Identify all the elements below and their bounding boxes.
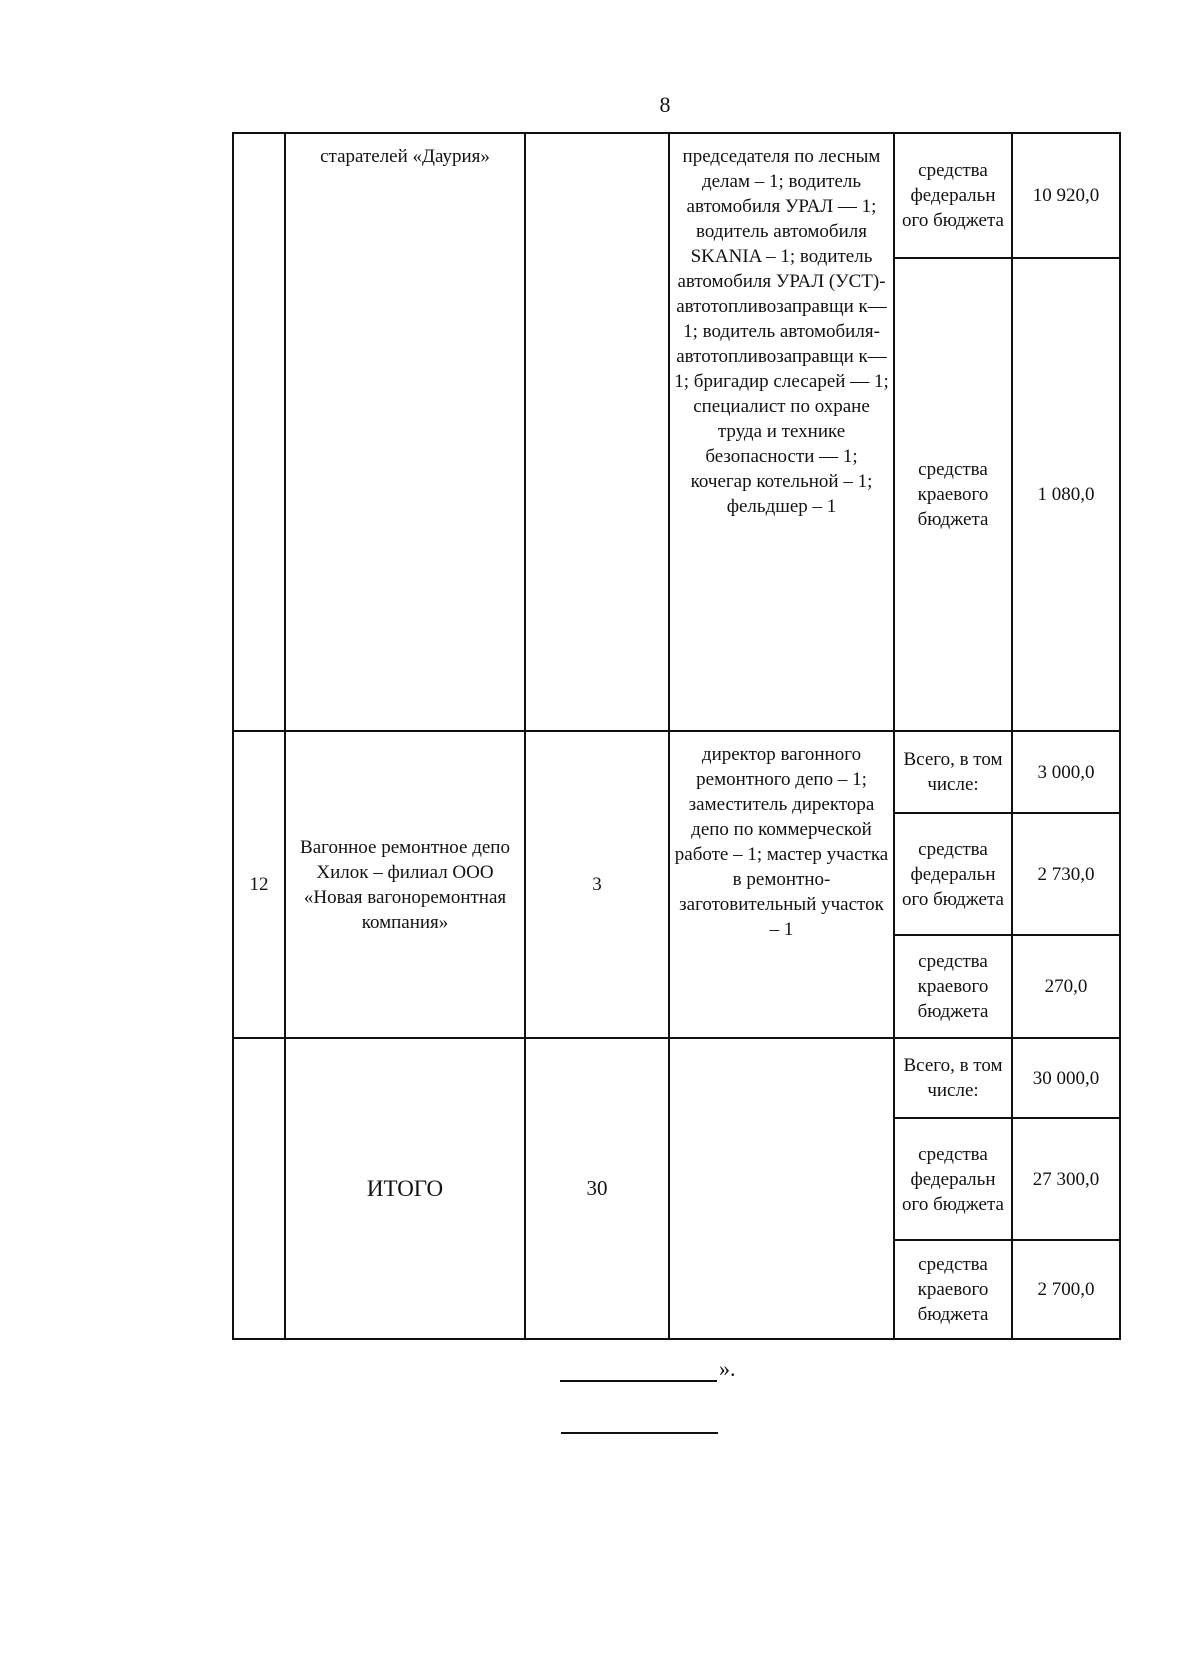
funding-source-cell: средства краевого бюджета: [894, 258, 1012, 731]
funding-amount-cell: 1 080,0: [1012, 258, 1120, 731]
funding-source-cell: средства краевого бюджета: [894, 935, 1012, 1038]
positions-cell: директор вагонного ремонтного депо – 1; заместитель директора депо по коммерческой работе – 1; мастер участка в ремонтно-заготовительный участок – 1: [669, 731, 894, 1038]
signature-line: [560, 1360, 717, 1382]
funding-source-cell: средства федеральн ого бюджета: [894, 133, 1012, 258]
table-row: [233, 731, 1120, 813]
count-cell: [525, 133, 669, 731]
funding-amount-cell: 2 730,0: [1012, 813, 1120, 935]
funding-source-cell: средства федеральн ого бюджета: [894, 813, 1012, 935]
table-row: [233, 133, 1120, 258]
funding-source-cell: средства краевого бюджета: [894, 1240, 1012, 1339]
organization-cell: старателей «Даурия»: [285, 133, 525, 731]
funding-amount-cell: 2 700,0: [1012, 1240, 1120, 1339]
funding-amount-cell: 10 920,0: [1012, 133, 1120, 258]
total-count-cell: 30: [525, 1038, 669, 1339]
organization-cell: Вагонное ремонтное депо Хилок – филиал ООО «Новая вагоноремонтная компания»: [285, 731, 525, 1038]
funding-amount-cell: 30 000,0: [1012, 1038, 1120, 1118]
funding-source-cell: средства федеральн ого бюджета: [894, 1118, 1012, 1240]
page-number: 8: [659, 92, 671, 117]
row-number-cell: [233, 1038, 285, 1339]
positions-cell: [669, 1038, 894, 1339]
count-cell: 3: [525, 731, 669, 1038]
row-number-cell: 12: [233, 731, 285, 1038]
row-number-cell: [233, 133, 285, 731]
closing-divider: [561, 1432, 718, 1434]
funding-source-cell: Всего, в том числе:: [894, 1038, 1012, 1118]
table-row: [233, 1038, 1120, 1118]
closing-mark-text: ».: [719, 1356, 736, 1381]
funding-amount-cell: 27 300,0: [1012, 1118, 1120, 1240]
closing-quote-mark: [560, 1356, 736, 1382]
funding-amount-cell: 270,0: [1012, 935, 1120, 1038]
funding-amount-cell: 3 000,0: [1012, 731, 1120, 813]
funding-source-cell: Всего, в том числе:: [894, 731, 1012, 813]
allocation-table: [232, 132, 1121, 1340]
total-label-cell: ИТОГО: [285, 1038, 525, 1339]
positions-cell: председателя по лесным делам – 1; водитель автомобиля УРАЛ — 1; водитель автомобиля SKANIA – 1; водитель автомобиля УРАЛ (УСТ)-автотопливозаправщи к— 1; водитель автомобиля-автотопливозаправщи к— 1; бригадир слесарей — 1; специалист по охране труда и технике безопасности — 1; кочегар котельной – 1; фельдшер – 1: [669, 133, 894, 731]
